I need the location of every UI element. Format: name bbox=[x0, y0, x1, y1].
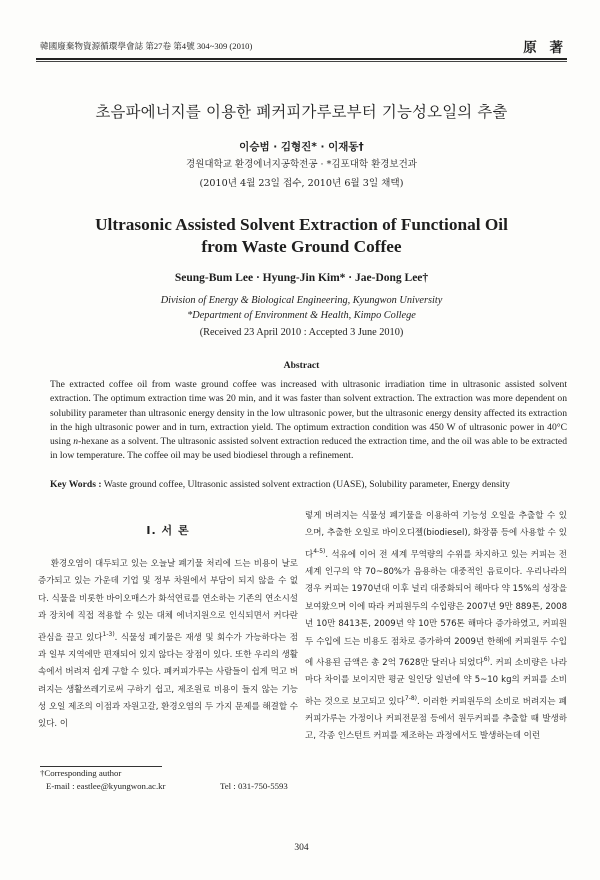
korean-dates: (2010년 4월 23일 접수, 2010년 6월 3일 채택) bbox=[199, 178, 404, 189]
english-title-line2: from Waste Ground Coffee bbox=[201, 237, 402, 256]
section-heading-introduction: I. 서 론 bbox=[146, 524, 190, 537]
english-affiliation bbox=[36, 293, 567, 323]
left-column bbox=[38, 508, 298, 734]
author-telephone: Tel : 031-750-5593 bbox=[220, 781, 288, 791]
english-affiliation-2: *Department of Environment & Health, Kimpo College bbox=[187, 310, 416, 321]
contact-line bbox=[46, 781, 300, 791]
right-column bbox=[305, 508, 567, 746]
intro-p2-text-d: . 이러한 커피원두의 소비로 버려지는 폐커피가루는 가정이나 커피전문점 등에서 원두커피를 추출할 때 발생하고, 각종 인스턴트 커피를 제조하는 과정에서도 발생하는데 이런 bbox=[305, 696, 567, 742]
footnote-rule bbox=[40, 766, 162, 767]
abstract-body bbox=[50, 378, 567, 464]
citation-superscript: 4-5) bbox=[313, 547, 326, 555]
citation-superscript: 1-3) bbox=[102, 630, 115, 638]
author-email[interactable]: E-mail : eastlee@kyungwon.ac.kr bbox=[46, 781, 166, 791]
running-head bbox=[40, 40, 567, 56]
abstract-heading: Abstract bbox=[283, 360, 320, 371]
intro-paragraph-2 bbox=[305, 508, 567, 746]
english-dates: (Received 23 April 2010 : Accepted 3 June 2010) bbox=[199, 327, 404, 338]
abstract-text-1: The extracted coffee oil from waste ground coffee was increased with ultrasonic irradiation time in ultrasonic assisted solvent extraction. The optimum extraction time was 20 min, and it was faster than solvent extraction. The extraction was more dependent on solubility parameter than ultrasonic energy density in the low ultrasonic power, but the ultrasonic energy density affected its extraction in the high ultrasonic power and in turn, extraction yield. The optimum extraction condition was 450 W of ultrasonic power in 40°C using bbox=[50, 379, 567, 448]
intro-p2-text-c: . 커피 소비량은 나라마다 차이를 보이지만 평균 일인당 일년에 약 5~10 kg의 커피를 소비하는 것으로 보고되고 있다 bbox=[305, 657, 567, 707]
english-title bbox=[36, 214, 567, 258]
english-title-line1: Ultrasonic Assisted Solvent Extraction of Functional Oil bbox=[95, 215, 508, 234]
keywords bbox=[50, 479, 567, 490]
abstract-text-2: -hexane as a solvent. The ultrasonic assisted solvent extraction reduced the extraction time, and the oil was able to be extracted in low temperature. The coffee oil may be used biodiesel through a refinement. bbox=[50, 436, 567, 462]
intro-p2-text-a: 렇게 버려지는 식물성 폐기물을 이용하여 기능성 오일을 추출할 수 있으며, 추출한 오일로 바이오디젤(biodiesel), 화장품 등에 사용할 수 있다 bbox=[305, 511, 567, 560]
intro-paragraph-1 bbox=[38, 556, 298, 734]
intro-p1-text-a: 환경오염이 대두되고 있는 오늘날 폐기물 처리에 드는 비용이 날로 증가되고 있는 가운데 기업 및 정부 차원에서 부담이 되지 않을 수 없다. 식물을 비롯한 바이오매스가 화석연료를 연소하는 기존의 연소시설과 장치에 직접 적용할 수 있는 대체 에너지원으로 인식되면서 커다란 관심을 끌고 있다 bbox=[38, 559, 298, 643]
intro-p1-text-b: . 식물성 폐기물은 재생 및 회수가 가능하다는 점과 일부 지역에만 편재되어 있지 않다는 장점이 있다. 또한 우리의 생활 속에서 버려져 쉽게 구할 수 있다. 폐커피가루는 사람들이 쉽게 먹고 버려지는 생활쓰레기로써 구하기 쉽고, 제조원료 비용이 들지 않는 기능성 오일 제조의 이점과 자원고갈, 환경오염의 두 가지 문제를 해결할 수 있다. 이 bbox=[38, 632, 298, 730]
korean-affiliation: 경원대학교 환경에너지공학전공 · *김포대학 환경보건과 bbox=[186, 159, 417, 170]
keywords-label: Key Words : bbox=[50, 479, 102, 490]
header-rule-thick bbox=[36, 58, 567, 60]
korean-authors: 이승범 · 김형진* · 이재동† bbox=[239, 141, 364, 153]
citation-superscript: 6) bbox=[483, 656, 490, 664]
intro-p2-text-b: . 석유에 이어 전 세계 무역량의 수위를 차지하고 있는 커피는 전세계 인구의 약 70~80%가 음용하는 대중적인 음료이다. 우리나라의 경우 커피는 1970년대 이후 널리 대중화되어 해마다 약 15%의 성장을 보여왔으며 이에 따라 커피원두의 수입량은 2007년 9만 889톤, 2008년 10만 8413톤, 2009년 약 10만 576톤 해마다 증가하였고, 커피원두 수입에 드는 비용도 점차로 증가하여 2009년 한해에 커피원두 수입에 사용된 금액은 총 2억 7628만 달러나 되었다 bbox=[305, 549, 567, 668]
page-number: 304 bbox=[294, 843, 309, 853]
korean-title: 초음파에너지를 이용한 폐커피가루로부터 기능성오일의 추출 bbox=[95, 103, 508, 121]
keywords-text: Waste ground coffee, Ultrasonic assisted solvent extraction (UASE), Solubility parameter, Energy density bbox=[103, 479, 510, 490]
journal-citation: 韓國廢棄物資源循環學會誌 第27卷 第4號 304~309 (2010) bbox=[40, 41, 253, 51]
citation-superscript: 7-8) bbox=[404, 694, 418, 702]
english-authors: Seung-Bum Lee · Hyung-Jin Kim* · Jae-Dong Lee† bbox=[174, 272, 429, 284]
header-rule-thin bbox=[36, 61, 567, 62]
corresponding-author-note: †Corresponding author bbox=[40, 768, 122, 778]
english-affiliation-1: Division of Energy & Biological Engineering, Kyungwon University bbox=[160, 295, 443, 306]
abstract-text-italic: n bbox=[73, 436, 79, 448]
article-type-label: 原 著 bbox=[523, 40, 567, 56]
